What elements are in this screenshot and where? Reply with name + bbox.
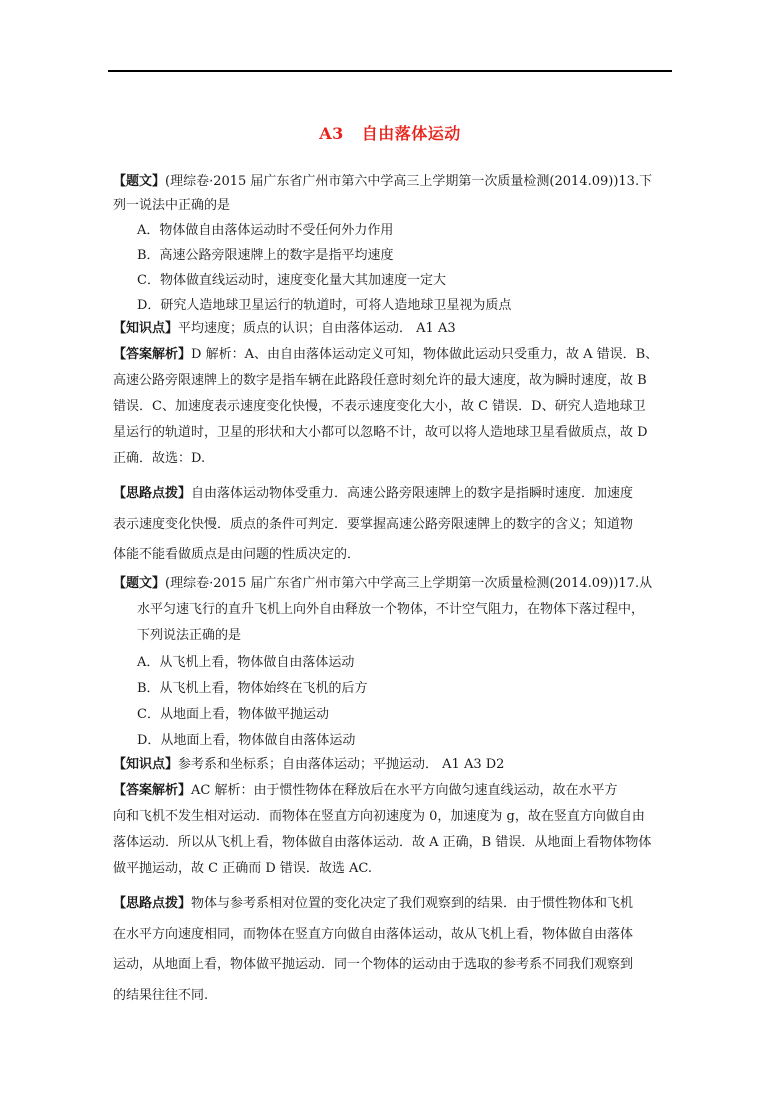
q2-tips-line2: 在水平方向速度相同，而物体在竖直方向做自由落体运动，故从飞机上看，物体做自由落体 [113,927,634,942]
q2-tips-line4: 的结果往往不同. [113,988,209,1003]
q2-tips-line1 [113,894,633,914]
q2-knowledge [113,755,504,775]
q1-answer-line3: 错误．C、加速度表示速度变化快慢，不表示速度变化大小，故 C 错误．D、研究人造地球卫 [113,399,646,414]
q1-stem-line2: 列一说法中正确的是 [113,198,231,213]
q2-tips-tag: 【思路点拨】 [113,896,192,911]
q2-option-a: A．从飞机上看，物体做自由落体运动 [137,655,355,670]
q2-option-d: D．从地面上看，物体做自由落体运动 [137,733,356,748]
section-title [0,121,780,144]
q2-stem-tag: 【题文】 [113,576,166,591]
q2-stem-text: (理综卷·2015 届广东省广州市第六中学高三上学期第一次质量检测(2014.09))17.从 [165,576,653,591]
q2-option-b: B．从飞机上看，物体始终在飞机的后方 [137,681,368,696]
q2-option-c: C．从地面上看，物体做平抛运动 [137,707,329,722]
q1-tips-tag: 【思路点拨】 [113,486,192,501]
q1-answer-line1 [113,345,658,365]
q1-stem-text: (理综卷·2015 届广东省广州市第六中学高三上学期第一次质量检测(2014.09))13.下 [165,174,653,189]
q2-answer-line2: 向和飞机不发生相对运动．而物体在竖直方向初速度为 0，加速度为 g，故在竖直方向做自由 [113,809,645,824]
q2-tips-line3: 运动，从地面上看，物体做平抛运动．同一个物体的运动由于选取的参考系不同我们观察到 [113,957,634,972]
q1-tips-line1 [113,484,633,504]
q1-answer-line5: 正确．故选：D. [113,451,206,466]
q1-answer-line2: 高速公路旁限速牌上的数字是指车辆在此路段任意时刻允许的最大速度，故为瞬时速度，故 B [113,373,647,388]
q2-knowledge-text: 参考系和坐标系；自由落体运动；平抛运动． A1 A3 D2 [178,757,505,772]
q1-stem-tag: 【题文】 [113,174,166,189]
q1-option-c: C．物体做直线运动时，速度变化量大其加速度一定大 [137,273,446,288]
q2-answer-line4: 做平抛运动，故 C 正确而 D 错误．故选 AC. [113,861,373,876]
header-rule [108,70,672,72]
q1-tips-text: 自由落体运动物体受重力．高速公路旁限速牌上的数字是指瞬时速度．加速度 [191,486,634,501]
q1-tips-line3: 体能不能看做质点是由问题的性质决定的． [113,547,361,562]
q1-answer-line4: 星运行的轨道时，卫星的形状和大小都可以忽略不计，故可以将人造地球卫星看做质点，故 D [113,425,648,440]
q1-answer-tag: 【答案解析】 [113,347,192,362]
q2-answer-text: AC 解析：由于惯性物体在释放后在水平方向做匀速直线运动，故在水平方 [191,783,618,798]
section-code: A3 [319,124,344,143]
q1-answer-text: D 解析：A、由自由落体运动定义可知，物体做此运动只受重力，故 A 错误．B、 [191,347,659,362]
q1-knowledge-tag: 【知识点】 [113,321,179,336]
q1-stem-line1 [113,172,652,192]
q2-stem-line2: 水平匀速飞行的直升飞机上向外自由释放一个物体，不计空气阻力，在物体下落过程中， [137,602,645,617]
q1-knowledge [113,319,456,339]
q2-answer-line1 [113,781,617,801]
q1-option-d: D．研究人造地球卫星运行的轨道时，可将人造地球卫星视为质点 [137,298,512,313]
q2-answer-tag: 【答案解析】 [113,783,192,798]
q1-knowledge-text: 平均速度；质点的认识；自由落体运动． A1 A3 [178,321,456,336]
section-name: 自由落体运动 [361,124,461,143]
q1-tips-line2: 表示速度变化快慢．质点的条件可判定．要掌握高速公路旁限速牌上的数字的含义；知道物 [113,517,634,532]
q2-stem-line3: 下列说法正确的是 [137,628,242,643]
q1-option-b: B．高速公路旁限速牌上的数字是指平均速度 [137,248,394,263]
q2-answer-line3: 落体运动．所以从飞机上看，物体做自由落体运动．故 A 正确，B 错误．从地面上看物体物体 [113,835,652,850]
q2-stem-line1 [113,574,652,594]
q2-tips-text: 物体与参考系相对位置的变化决定了我们观察到的结果．由于惯性物体和飞机 [191,896,634,911]
q1-option-a: A．物体做自由落体运动时不受任何外力作用 [137,223,394,238]
q2-knowledge-tag: 【知识点】 [113,757,179,772]
